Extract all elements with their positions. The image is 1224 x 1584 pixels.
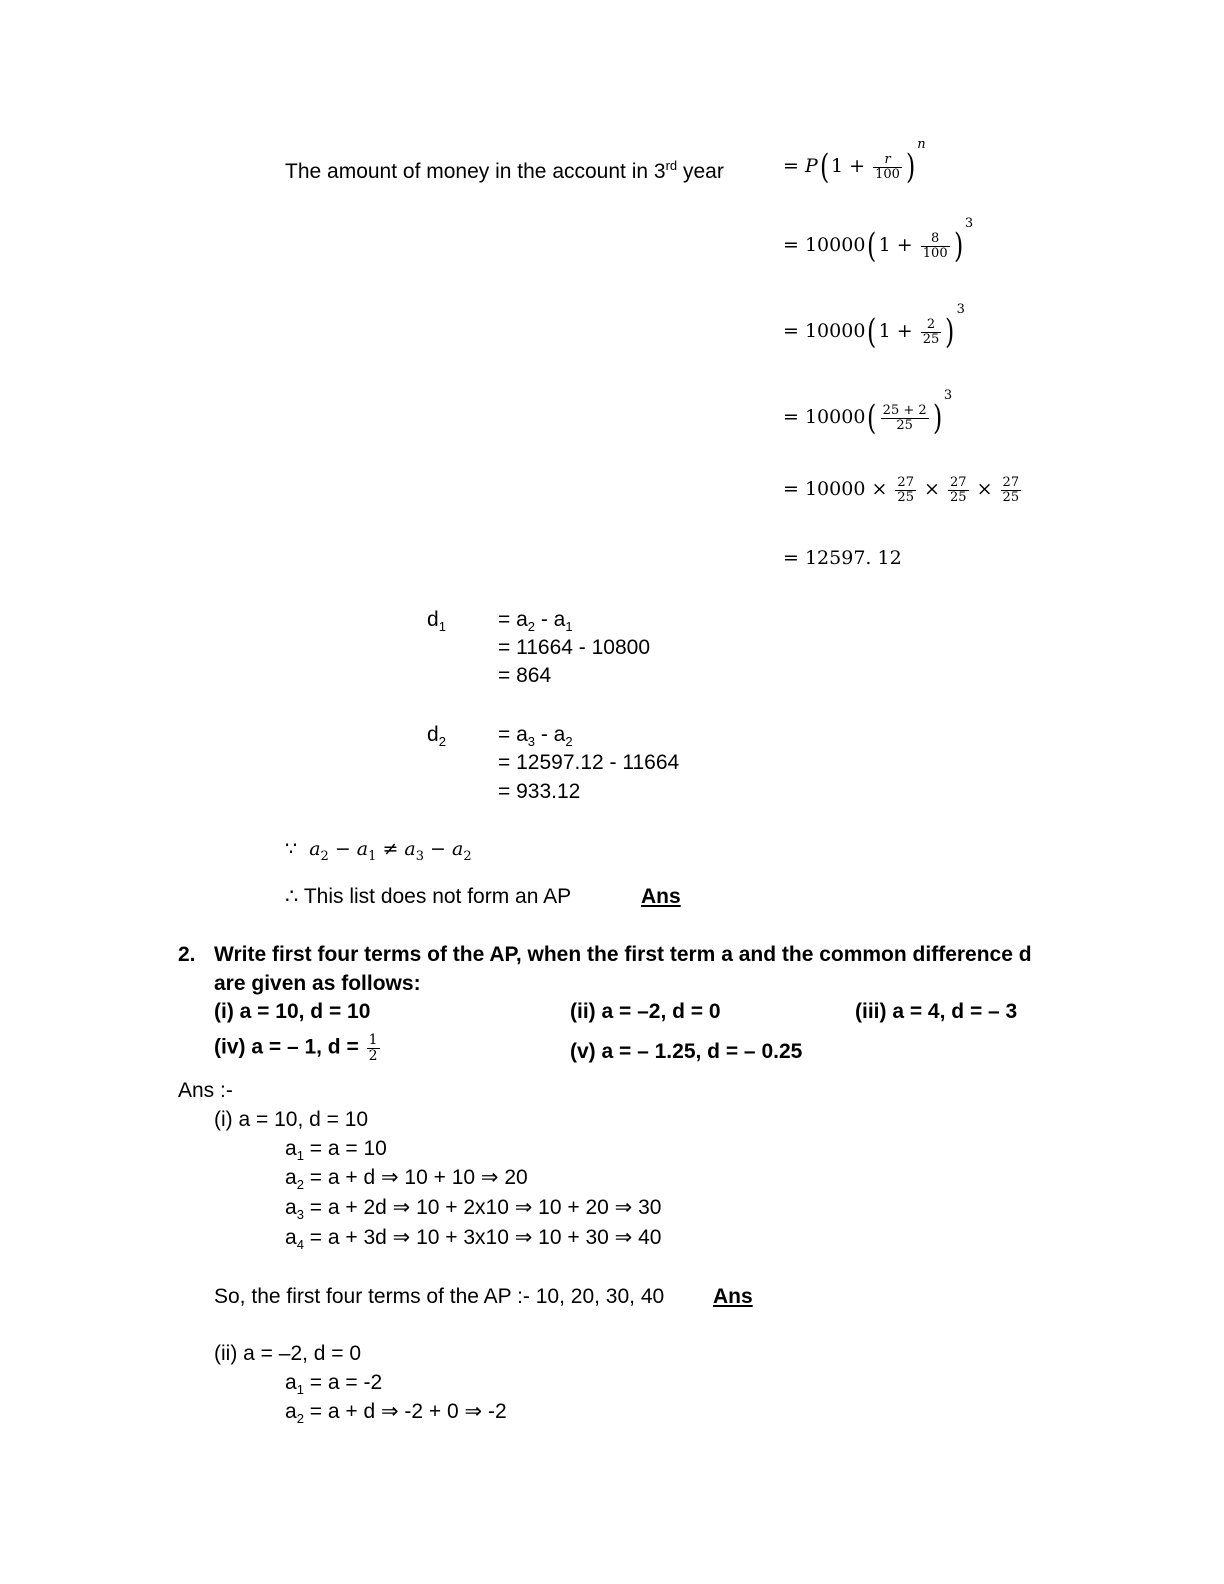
not-equal: ≠: [376, 838, 405, 860]
d-letter: d: [427, 608, 439, 631]
question-text-line2: are given as follows:: [214, 972, 421, 995]
subscript: 2: [565, 734, 573, 750]
fraction: [367, 1033, 380, 1063]
formula-step-3: = 10000( 1 + $\frac{2}{25}$ )$^3$: [783, 302, 965, 352]
subscript: 2: [438, 734, 446, 750]
term-line: $a_1 = a = 10$: [285, 1137, 387, 1164]
denominator: 25: [896, 417, 913, 433]
fraction: [921, 232, 950, 260]
numerator: 8: [921, 232, 950, 247]
fraction: [948, 476, 969, 504]
question-part-iii: (iii) a = 4, d = – 3: [855, 1000, 1018, 1023]
question-text-line1: Write first four terms of the AP, when the first term a and the common difference d: [214, 943, 1032, 966]
because-symbol: ∵: [285, 838, 298, 860]
text: = a + 2d ⇒ 10 + 2x10 ⇒ 10 + 20 ⇒ 30: [303, 1196, 662, 1219]
text: = a + d ⇒ -2 + 0 ⇒ -2: [303, 1400, 507, 1423]
ans-label: Ans: [713, 1285, 753, 1308]
subscript: 1: [438, 619, 446, 635]
formula-step-1: = P( 1 + $\frac{r}{100}$ )$^n$: [783, 137, 926, 187]
subscript: 3: [415, 848, 425, 864]
text: = a + d ⇒ 10 + 10 ⇒ 20: [303, 1166, 528, 1189]
answer-part-ii-title: (ii) a = –2, d = 0: [214, 1342, 362, 1365]
subscript: 1: [296, 1382, 304, 1398]
times-sign: ×: [924, 478, 940, 501]
var-a: a: [356, 838, 369, 860]
one-plus: 1 +: [831, 155, 866, 177]
times-sign: ×: [976, 478, 993, 501]
denominator: 25: [1002, 489, 1020, 505]
question-number: 2.: [178, 943, 196, 966]
numerator: 27: [949, 475, 967, 490]
denominator: 25: [949, 489, 967, 505]
amount-label-end: year: [677, 160, 724, 183]
numerator: r: [873, 153, 902, 168]
denominator: 2: [368, 1047, 378, 1064]
denominator: 100: [922, 245, 948, 261]
denominator: 25: [922, 331, 940, 347]
answer-heading: Ans :-: [178, 1079, 233, 1102]
equals-value: = 10000: [783, 234, 866, 256]
question-part-ii: (ii) a = –2, d = 0: [570, 1000, 721, 1023]
question-part-iv: [214, 1033, 382, 1063]
text: - a: [535, 723, 566, 746]
fraction: [895, 476, 916, 504]
principal-var: P: [804, 155, 818, 177]
answer-part-i-title: (i) a = 10, d = 10: [214, 1108, 369, 1131]
text: = a: [498, 608, 528, 631]
conclusion-text: ∴ This list does not form an AP: [285, 885, 572, 908]
text: = a = 10: [303, 1137, 387, 1160]
term-line: $a_4 = a + 3d$ ⇒ 10 + 3x10 ⇒ 10 + 30 ⇒ 40: [285, 1226, 662, 1253]
minus: −: [328, 838, 357, 860]
text: (iv) a = – 1, d =: [214, 1035, 359, 1059]
fraction: [873, 153, 902, 181]
equals-product: = 10000 ×: [783, 478, 888, 501]
d1-line1: [498, 609, 573, 633]
term-line: $a_2 = a + d$ ⇒ -2 + 0 ⇒ -2: [285, 1400, 507, 1427]
d2-label: [427, 724, 446, 748]
text: = a = -2: [303, 1371, 383, 1394]
numerator: 2: [921, 318, 942, 333]
exponent: 3: [956, 302, 965, 317]
d2-line2: = 12597.12 - 11664: [498, 751, 680, 774]
subscript: 3: [527, 734, 536, 750]
ordinal-suffix: rd: [665, 158, 678, 173]
var-a: a: [404, 838, 416, 860]
formula-step-4: = 10000( $\frac{25 + 2}{25}$ )$^3$: [783, 388, 953, 438]
subscript: 3: [296, 1207, 304, 1223]
amount-label-text: The amount of money in the account in 3: [285, 160, 666, 183]
term-line: $a_2 = a + d$ ⇒ 10 + 10 ⇒ 20: [285, 1166, 528, 1193]
fraction: [921, 318, 942, 346]
subscript: 1: [565, 619, 573, 635]
one-plus: 1 +: [878, 320, 913, 342]
fraction: [881, 404, 929, 432]
formula-step-5: [783, 476, 1023, 504]
subscript: 4: [296, 1237, 304, 1253]
denominator: 100: [875, 166, 900, 182]
subscript: 2: [320, 848, 329, 864]
d-letter: d: [427, 723, 439, 746]
text: - a: [535, 608, 566, 631]
numerator: 1: [368, 1032, 378, 1048]
question-part-i: (i) a = 10, d = 10: [214, 1000, 371, 1023]
subscript: 2: [296, 1411, 304, 1427]
answer-summary: So, the first four terms of the AP :- 10, 20, 30, 40: [214, 1285, 665, 1308]
d1-line3: = 864: [498, 664, 552, 687]
var-a: a: [309, 838, 321, 860]
d2-line3: = 933.12: [498, 780, 581, 803]
question-part-v: (v) a = – 1.25, d = – 0.25: [570, 1040, 803, 1063]
var-a: a: [452, 838, 464, 860]
text: = a + 3d ⇒ 10 + 3x10 ⇒ 10 + 30 ⇒ 40: [303, 1226, 662, 1249]
amount-label: [285, 159, 724, 182]
subscript: 1: [368, 848, 377, 864]
fraction: [1001, 476, 1022, 504]
exponent: 3: [964, 216, 974, 231]
d2-line1: [498, 724, 573, 748]
formula-result: = 12597. 12: [783, 547, 902, 569]
denominator: 25: [897, 489, 914, 505]
minus: −: [424, 838, 453, 860]
subscript: 2: [463, 848, 472, 864]
equals-value: = 10000: [783, 320, 866, 342]
exponent: 3: [943, 388, 953, 403]
ans-label: Ans: [641, 885, 681, 908]
term-line: $a_3 = a + 2d$ ⇒ 10 + 2x10 ⇒ 10 + 20 ⇒ 30: [285, 1196, 662, 1223]
text: = a: [498, 723, 528, 746]
numerator: 27: [1002, 475, 1020, 490]
term-line: $a_1 = a = -2$: [285, 1371, 383, 1398]
d1-line2: = 11664 - 10800: [498, 636, 650, 659]
subscript: 2: [527, 619, 536, 635]
numerator: 25 + 2: [882, 402, 927, 418]
formula-step-2: = 10000( 1 + $\frac{8}{100}$ )$^3$: [783, 216, 974, 266]
numerator: 27: [897, 475, 914, 490]
exponent: n: [917, 137, 926, 152]
one-plus: 1 +: [878, 234, 913, 256]
subscript: 2: [296, 1177, 304, 1193]
d1-label: [427, 609, 446, 633]
equals-value: = 10000: [783, 406, 866, 428]
subscript: 1: [296, 1148, 304, 1164]
equals: =: [783, 155, 805, 177]
inequality-statement: [285, 840, 472, 863]
